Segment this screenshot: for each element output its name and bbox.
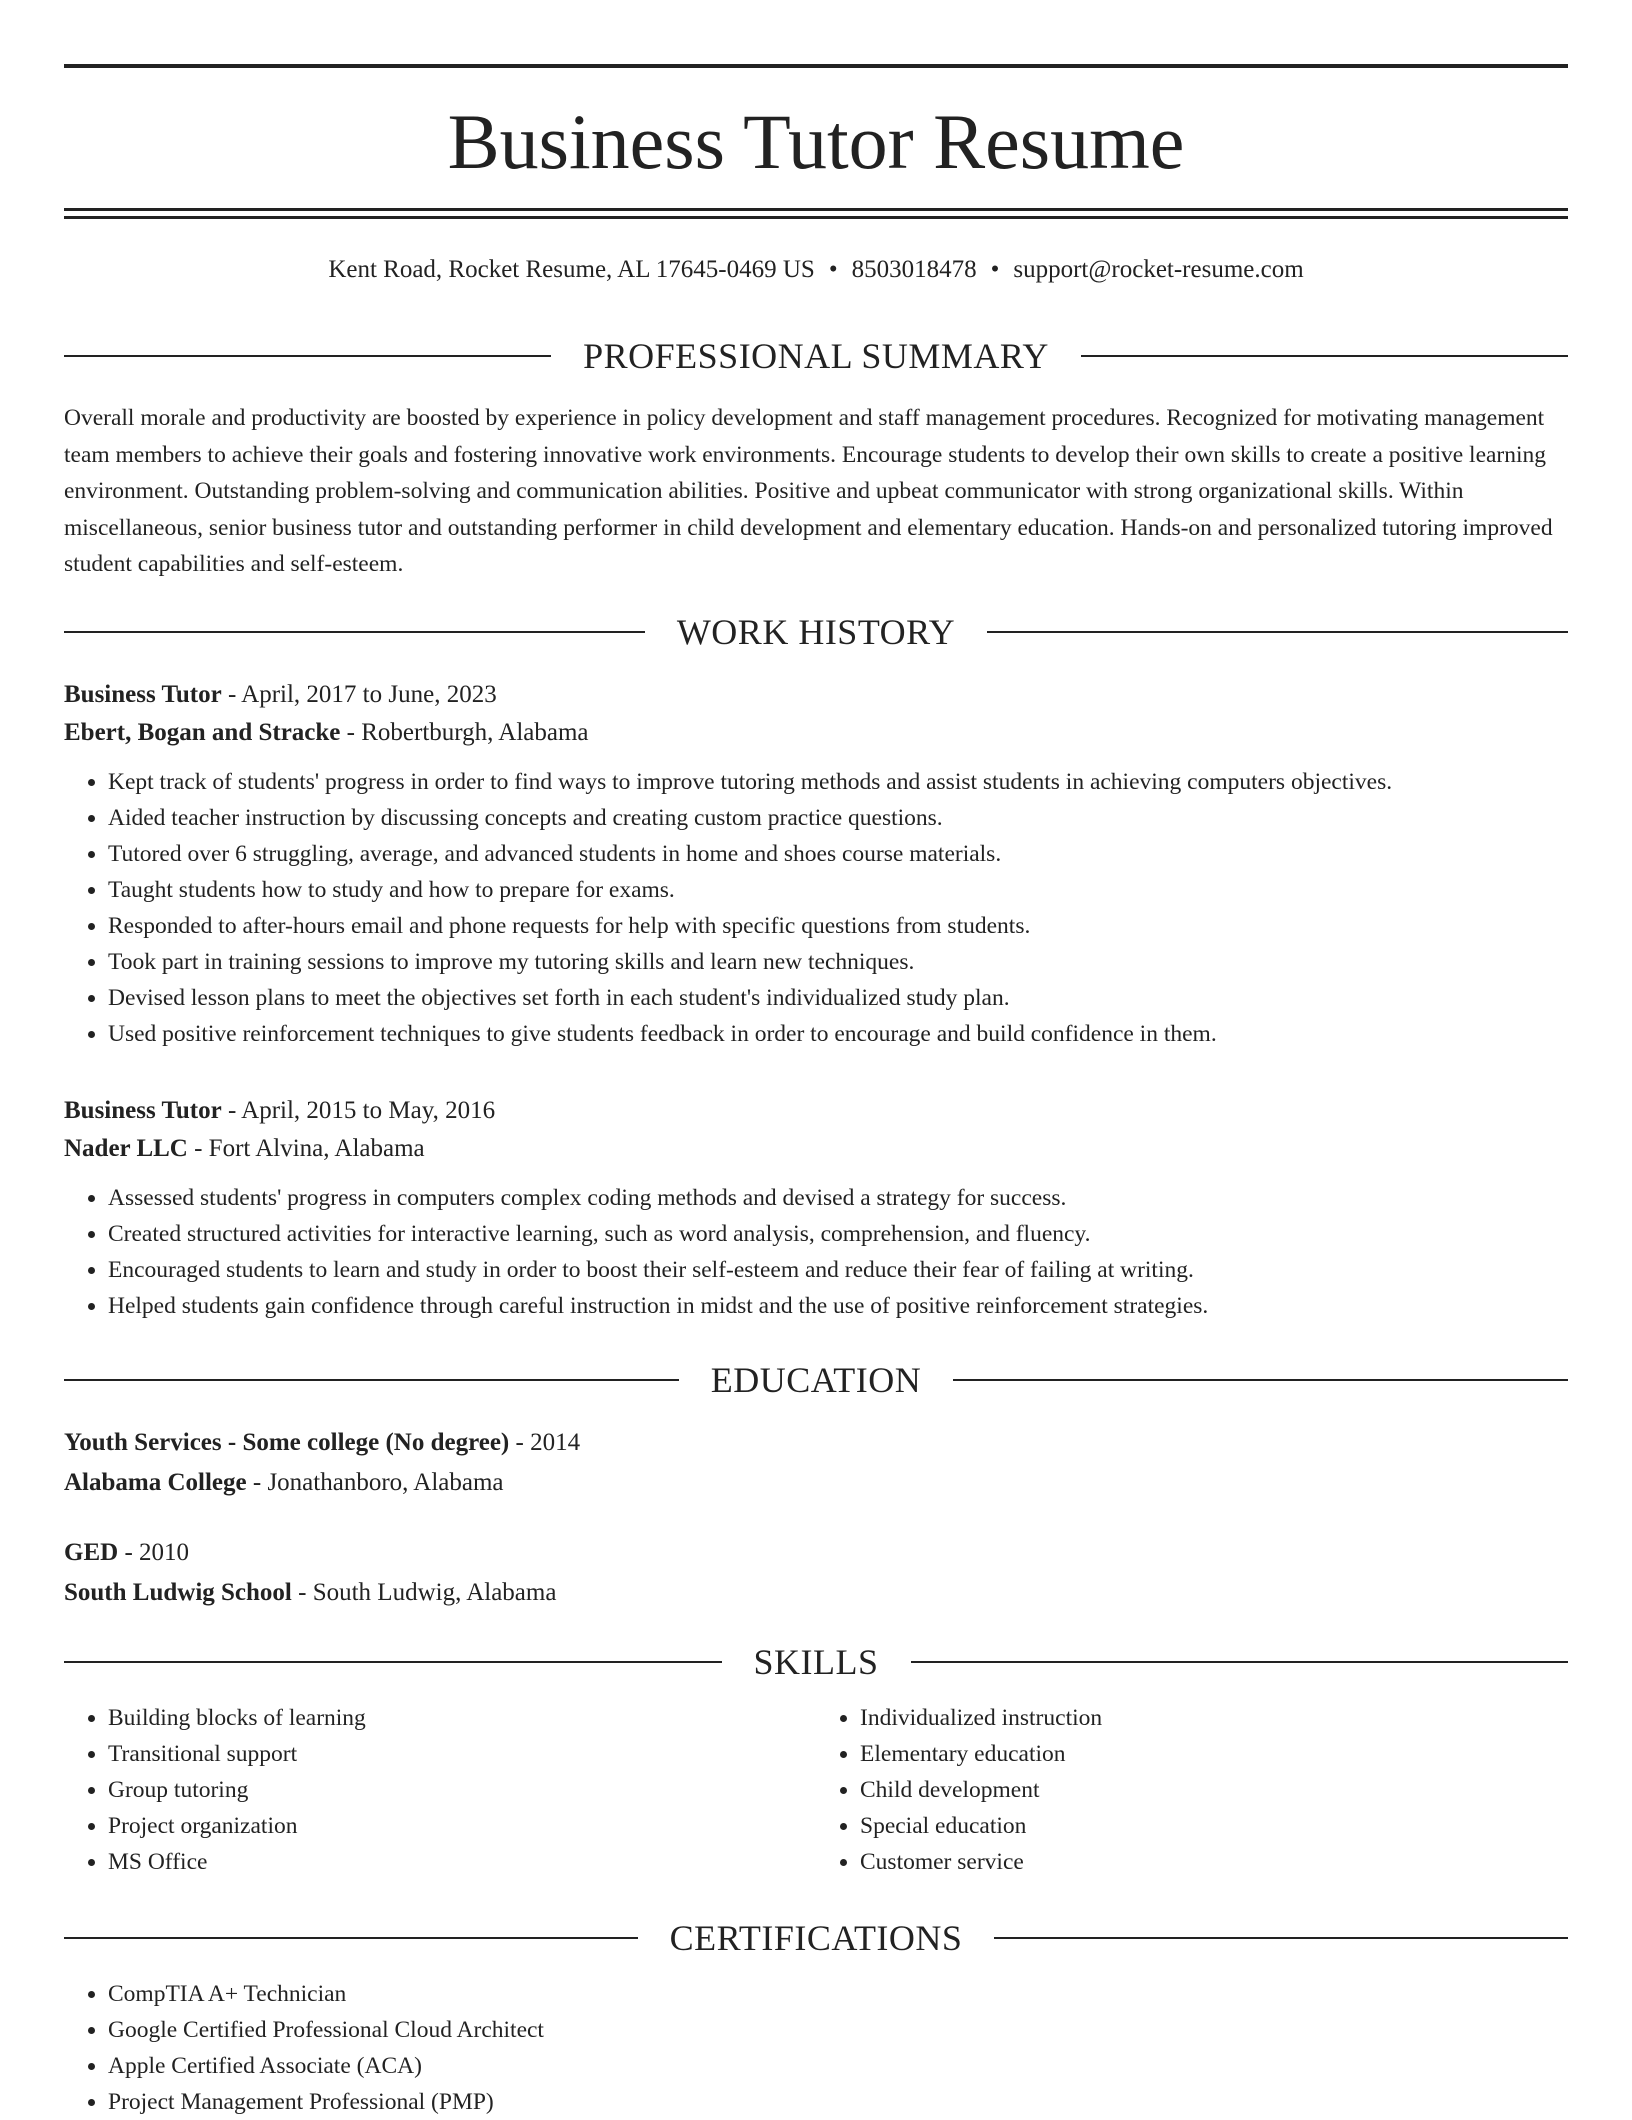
title-rule-lower <box>64 216 1568 219</box>
certification-item: • Project Management Professional (PMP) <box>108 2084 1568 2120</box>
education-year: - 2010 <box>118 1539 190 1566</box>
skill-item: • Group tutoring <box>108 1772 816 1808</box>
section-header-skills <box>64 1640 1568 1684</box>
section-header-education <box>64 1358 1568 1402</box>
skill-item: • Special education <box>860 1808 1568 1844</box>
list-item: • Tutored over 6 struggling, average, and advanced students in home and shoes course materials. <box>108 836 1568 872</box>
section-rule <box>953 1379 1568 1381</box>
list-item: • Aided teacher instruction by discussing concepts and creating custom practice questions. <box>108 800 1568 836</box>
section-rule <box>64 355 551 357</box>
section-title: SKILLS <box>753 1642 879 1682</box>
section-rule <box>64 631 645 633</box>
education-year: - 2014 <box>509 1429 581 1456</box>
list-item: • Responded to after-hours email and phone requests for help with specific questions from students. <box>108 908 1568 944</box>
job-bullets <box>64 764 1568 1052</box>
skill-item: • Customer service <box>860 1844 1568 1880</box>
job-location: - Robertburgh, Alabama <box>340 719 589 746</box>
page-title: Business Tutor Resume <box>447 98 1185 185</box>
list-item: • Taught students how to study and how to prepare for exams. <box>108 872 1568 908</box>
skill-item: • MS Office <box>108 1844 816 1880</box>
section-rule <box>911 1661 1569 1663</box>
section-header-certifications <box>64 1916 1568 1960</box>
education-entry <box>64 1534 1568 1612</box>
title-rule-upper <box>64 208 1568 211</box>
section-title: CERTIFICATIONS <box>669 1918 963 1958</box>
section-title: PROFESSIONAL SUMMARY <box>583 336 1049 376</box>
job-title: Business Tutor <box>64 1097 222 1124</box>
education-school: Alabama College <box>64 1469 247 1496</box>
section-header-summary <box>64 334 1568 378</box>
education-degree: GED <box>64 1539 119 1566</box>
section-header-work <box>64 610 1568 654</box>
skill-item: • Individualized instruction <box>860 1700 1568 1736</box>
contact-phone: 8503018478 <box>851 256 977 283</box>
education-location: - South Ludwig, Alabama <box>291 1579 557 1606</box>
job-company: Nader LLC <box>64 1135 188 1162</box>
section-rule <box>1081 355 1568 357</box>
job-title: Business Tutor <box>64 681 222 708</box>
section-title: EDUCATION <box>710 1360 922 1400</box>
job-entry <box>64 676 1568 1052</box>
list-item: • Helped students gain confidence through careful instruction in midst and the use of positive reinforcement strategies. <box>108 1288 1568 1324</box>
skill-item: • Transitional support <box>108 1736 816 1772</box>
job-dates: - April, 2015 to May, 2016 <box>221 1097 496 1124</box>
list-item: • Took part in training sessions to improve my tutoring skills and learn new techniques. <box>108 944 1568 980</box>
list-item: • Encouraged students to learn and study in order to boost their self-esteem and reduce their fear of failing at writing. <box>108 1252 1568 1288</box>
skills-column-right <box>816 1700 1568 1880</box>
list-item: • Used positive reinforcement techniques to give students feedback in order to encourage and build confidence in them. <box>108 1016 1568 1052</box>
job-dates: - April, 2017 to June, 2023 <box>221 681 497 708</box>
list-item: • Devised lesson plans to meet the objectives set forth in each student's individualized study plan. <box>108 980 1568 1016</box>
education-degree: Youth Services - Some college (No degree) <box>64 1429 510 1456</box>
job-location: - Fort Alvina, Alabama <box>187 1135 425 1162</box>
certifications-list <box>64 1976 1568 2120</box>
skill-item: • Child development <box>860 1772 1568 1808</box>
skill-item: • Building blocks of learning <box>108 1700 816 1736</box>
contact-line <box>64 252 1568 288</box>
education-entry <box>64 1424 1568 1502</box>
section-rule <box>994 1937 1568 1939</box>
section-title: WORK HISTORY <box>676 612 956 652</box>
contact-separator: • <box>990 256 1000 283</box>
skill-item: • Elementary education <box>860 1736 1568 1772</box>
contact-address: Kent Road, Rocket Resume, AL 17645-0469 US <box>328 256 815 283</box>
section-rule <box>987 631 1568 633</box>
section-rule <box>64 1661 722 1663</box>
certification-item: • Apple Certified Associate (ACA) <box>108 2048 1568 2084</box>
contact-separator: • <box>828 256 838 283</box>
certification-item: • CompTIA A+ Technician <box>108 1976 1568 2012</box>
top-rule <box>64 64 1568 68</box>
summary-text: Overall morale and productivity are boosted by experience in policy development and staff management procedures. Recognized for motivating management team members to achieve their goals and fostering innovative work environments. Encourage students to develop their own skills to create a positive learning environment. Outstanding problem-solving and communication abilities. Positive and upbeat communicator with strong organizational skills. Within miscellaneous, senior business tutor and outstanding performer in child development and elementary education. Hands-on and personalized tutoring improved student capabilities and self-esteem. <box>64 405 1553 577</box>
skill-item: • Project organization <box>108 1808 816 1844</box>
job-bullets <box>64 1180 1568 1324</box>
section-rule <box>64 1379 679 1381</box>
education-school: South Ludwig School <box>64 1579 292 1606</box>
list-item: • Kept track of students' progress in order to find ways to improve tutoring methods and assist students in achieving computers objectives. <box>108 764 1568 800</box>
education-location: - Jonathanboro, Alabama <box>246 1469 504 1496</box>
skills-column-left <box>64 1700 816 1880</box>
job-entry <box>64 1092 1568 1324</box>
list-item: • Assessed students' progress in computers complex coding methods and devised a strategy for success. <box>108 1180 1568 1216</box>
certification-item: • Google Certified Professional Cloud Architect <box>108 2012 1568 2048</box>
skills-grid <box>64 1700 1568 1880</box>
certifications-bullets <box>64 1976 1568 2120</box>
section-rule <box>64 1937 638 1939</box>
contact-email: support@rocket-resume.com <box>1013 256 1304 283</box>
list-item: • Created structured activities for interactive learning, such as word analysis, comprehension, and fluency. <box>108 1216 1568 1252</box>
job-company: Ebert, Bogan and Stracke <box>64 719 341 746</box>
